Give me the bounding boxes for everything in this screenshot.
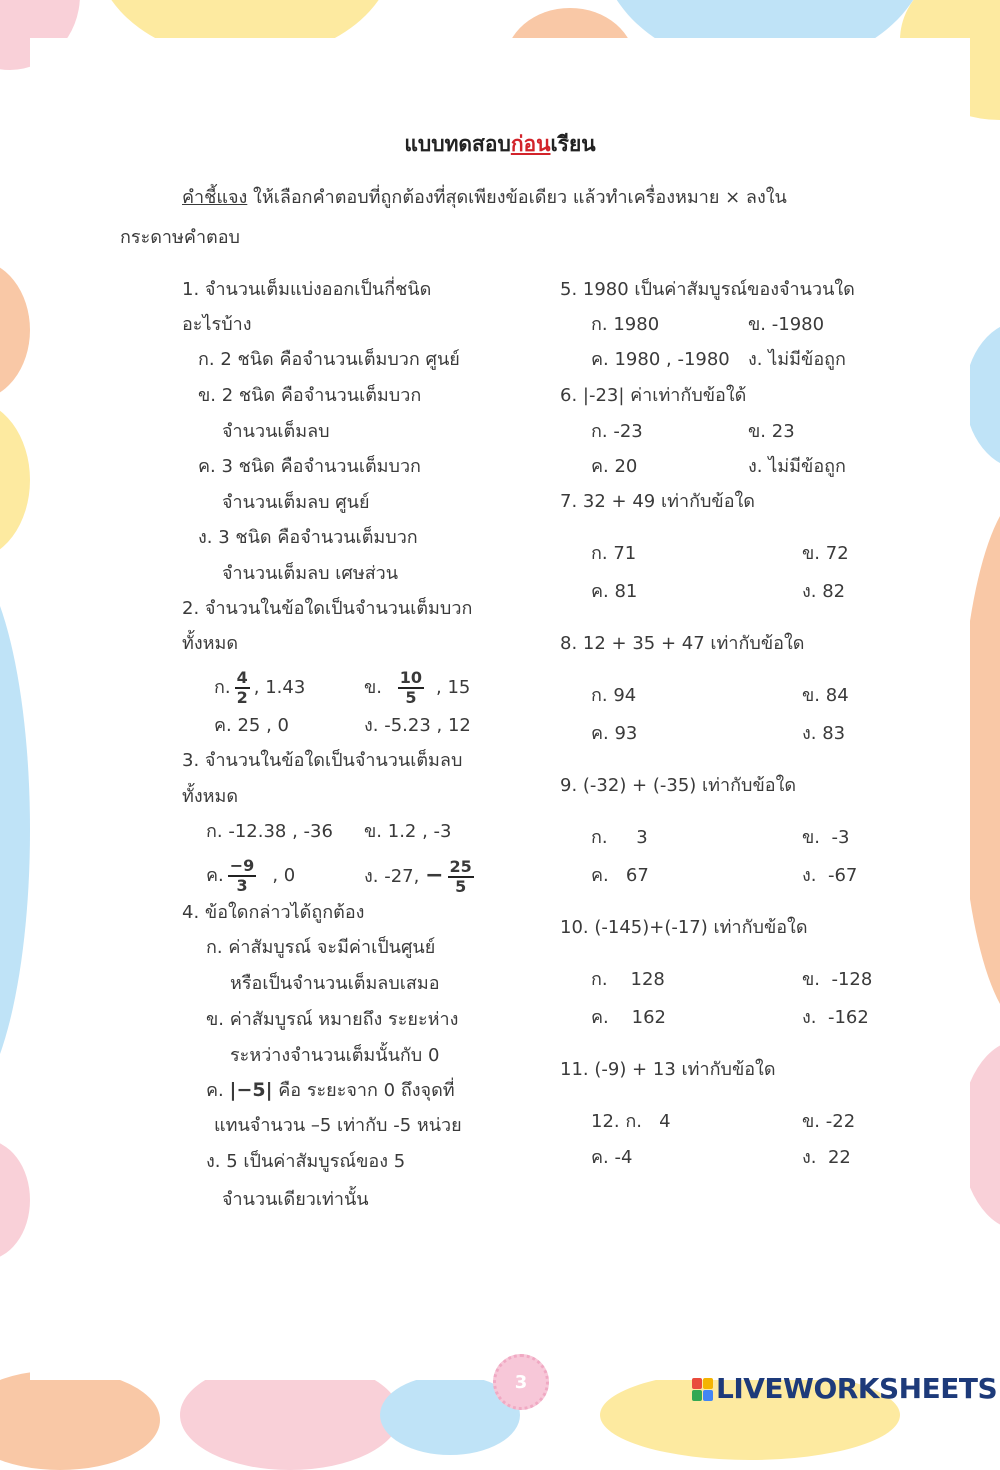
q2-b-fraction [398,669,424,707]
q3-choice-a: ก. -12.38 , -36 [206,821,333,842]
q2-b-rest: , 15 [436,677,471,698]
q1-choice-b: ข. 2 ชนิด คือจำนวนเต็มบวก [198,385,422,406]
q1-choice-a: ก. 2 ชนิด คือจำนวนเต็มบวก ศูนย์ [198,349,460,370]
q3-d-sign: − [425,863,444,888]
q1-choice-c-cont: จำนวนเต็มลบ ศูนย์ [222,492,370,513]
q4-choice-c-cont: แทนจำนวน –5 เท่ากับ -5 หน่วย [214,1115,462,1136]
instruction-text: ให้เลือกคำตอบที่ถูกต้องที่สุดเพียงข้อเดียว แล้วทำเครื่องหมาย × ลงใน [247,187,787,208]
q3-c-rest: , 0 [272,865,296,886]
q3-choice-b: ข. 1.2 , -3 [364,821,452,842]
q6-choice-d: ง. ไม่มีข้อถูก [748,456,846,477]
q10-choice-b: ข. -128 [802,969,873,990]
q2-a-rest: , 1.43 [253,677,306,698]
q6-choice-a: ก. -23 [591,421,643,442]
bg-blob-pink-left [0,1140,30,1260]
q3-choice-d [364,856,478,897]
q6-question: 6. |-23| ค่าเท่ากับข้อใด้ [560,385,747,406]
q4-choice-a: ก. ค่าสัมบูรณ์ จะมีค่าเป็นศูนย์ [206,937,436,958]
q3-question: 3. จำนวนในข้อใดเป็นจำนวนเต็มลบ [182,750,463,771]
q1-choice-c: ค. 3 ชนิด คือจำนวนเต็มบวก [198,456,421,477]
q10-choice-a: ก. 128 [591,969,665,990]
q11-question: 11. (-9) + 13 เท่ากับข้อใด [560,1059,776,1080]
q4-choice-c [206,1078,455,1103]
q1-choice-d-cont: จำนวนเต็มลบ เศษส่วน [222,563,399,584]
q8-choice-b: ข. 84 [802,685,849,706]
q9-choice-a: ก. 3 [591,827,648,848]
q2-a-prefix: ก. [214,677,231,698]
q3-question-cont: ทั้งหมด [182,786,239,807]
q3-d-numerator: 25 [449,857,472,876]
q2-a-fraction [235,669,250,707]
q7-choice-d: ง. 82 [802,581,846,602]
liveworksheets-logo-icon [692,1378,714,1402]
bg-blob-blue-right [965,320,1000,470]
q10-choice-d: ง. -162 [802,1007,869,1028]
q6-choice-c: ค. 20 [591,456,638,477]
bg-blob-yellow-left [0,400,30,560]
q9-choice-b: ข. -3 [802,827,850,848]
q5-question: 5. 1980 เป็นค่าสัมบูรณ์ของจำนวนใด [560,279,855,300]
q4-choice-b: ข. ค่าสัมบูรณ์ หมายถึง ระยะห่าง [206,1009,459,1030]
q2-a-denominator: 2 [236,688,248,707]
q4-choice-b-cont: ระหว่างจำนวนเต็มนั้นกับ 0 [230,1045,440,1066]
q11-choice-c: ค. -4 [591,1147,633,1168]
q2-choice-a [214,668,305,708]
q1-question-cont: อะไรบ้าง [182,314,252,335]
q2-a-numerator: 4 [236,668,248,687]
q8-choice-c: ค. 93 [591,723,638,744]
q5-choice-a: ก. 1980 [591,314,660,335]
q2-choice-b [364,668,470,708]
q7-choice-c: ค. 81 [591,581,638,602]
q5-choice-c: ค. 1980 , -1980 [591,349,730,370]
q7-choice-a: ก. 71 [591,543,637,564]
liveworksheets-logo-text: LIVEWORKSHEETS [716,1372,998,1405]
q9-choice-c: ค. 67 [591,865,649,886]
bg-blob-peach-left [0,260,30,400]
q9-choice-d: ง. -67 [802,865,858,886]
q2-b-numerator: 10 [399,668,423,687]
q4-c-prefix: ค. [206,1080,224,1101]
q3-d-fraction [448,858,474,896]
q7-choice-b: ข. 72 [802,543,849,564]
q2-b-denominator: 5 [405,688,417,707]
q3-d-prefix: ง. -27, [364,866,420,887]
q4-c-absolute-value: |−5| [229,1079,273,1101]
q3-c-denominator: 3 [236,876,248,895]
q1-question: 1. จำนวนเต็มแบ่งออกเป็นกี่ชนิด [182,279,432,300]
q2-question: 2. จำนวนในข้อใดเป็นจำนวนเต็มบวก [182,598,473,619]
q6-choice-b: ข. 23 [748,421,795,442]
liveworksheets-logo[interactable] [692,1372,997,1405]
q5-choice-b: ข. -1980 [748,314,825,335]
q2-choice-d: ง. -5.23 , 12 [364,715,471,736]
q11-choice-d: ง. 22 [802,1147,851,1168]
q10-question: 10. (-145)+(-17) เท่ากับข้อใด [560,917,808,938]
q8-question: 8. 12 + 35 + 47 เท่ากับข้อใด [560,633,805,654]
q4-choice-d: ง. 5 เป็นค่าสัมบูรณ์ของ 5 [206,1151,406,1172]
q3-d-denominator: 5 [455,877,467,896]
q4-c-rest: คือ ระยะจาก 0 ถึงจุดที่ [278,1080,455,1101]
q3-c-numerator: −9 [229,856,255,875]
q1-choice-b-cont: จำนวนเต็มลบ [222,421,330,442]
q9-question: 9. (-32) + (-35) เท่ากับข้อใด [560,775,797,796]
q2-choice-c: ค. 25 , 0 [214,715,290,736]
instruction-line-1 [182,186,787,210]
title-highlight: ก่อน [510,132,551,156]
q7-question: 7. 32 + 49 เท่ากับข้อใด [560,491,755,512]
q2-b-prefix: ข. [364,677,383,698]
q4-choice-d-cont: จำนวนเดียวเท่านั้น [222,1189,369,1210]
q4-choice-a-cont: หรือเป็นจำนวนเต็มลบเสมอ [230,973,440,994]
q3-choice-c [206,856,295,896]
q1-choice-d: ง. 3 ชนิด คือจำนวนเต็มบวก [198,527,418,548]
q8-choice-d: ง. 83 [802,723,846,744]
bg-blob-peach-bottom-left [0,1370,160,1470]
page-title [0,128,1000,161]
instruction-line-2: กระดาษคำตอบ [120,227,240,248]
bg-blob-blue-left [0,550,30,1110]
q5-choice-d: ง. ไม่มีข้อถูก [748,349,846,370]
q3-c-fraction [228,857,257,895]
q2-question-cont: ทั้งหมด [182,633,239,654]
title-text-before: แบบทดสอบ [404,132,511,156]
q8-choice-a: ก. 94 [591,685,637,706]
title-text-after: เรียน [550,132,596,156]
q10-choice-c: ค. 162 [591,1007,667,1028]
q3-c-prefix: ค. [206,865,224,886]
q4-question: 4. ข้อใดกล่าวได้ถูกต้อง [182,902,365,923]
page-number-badge: 3 [493,1354,549,1410]
instruction-label: คำชี้แจง [182,187,248,208]
q11-choice-a: 12. ก. 4 [591,1111,671,1132]
q11-choice-b: ข. -22 [802,1111,856,1132]
